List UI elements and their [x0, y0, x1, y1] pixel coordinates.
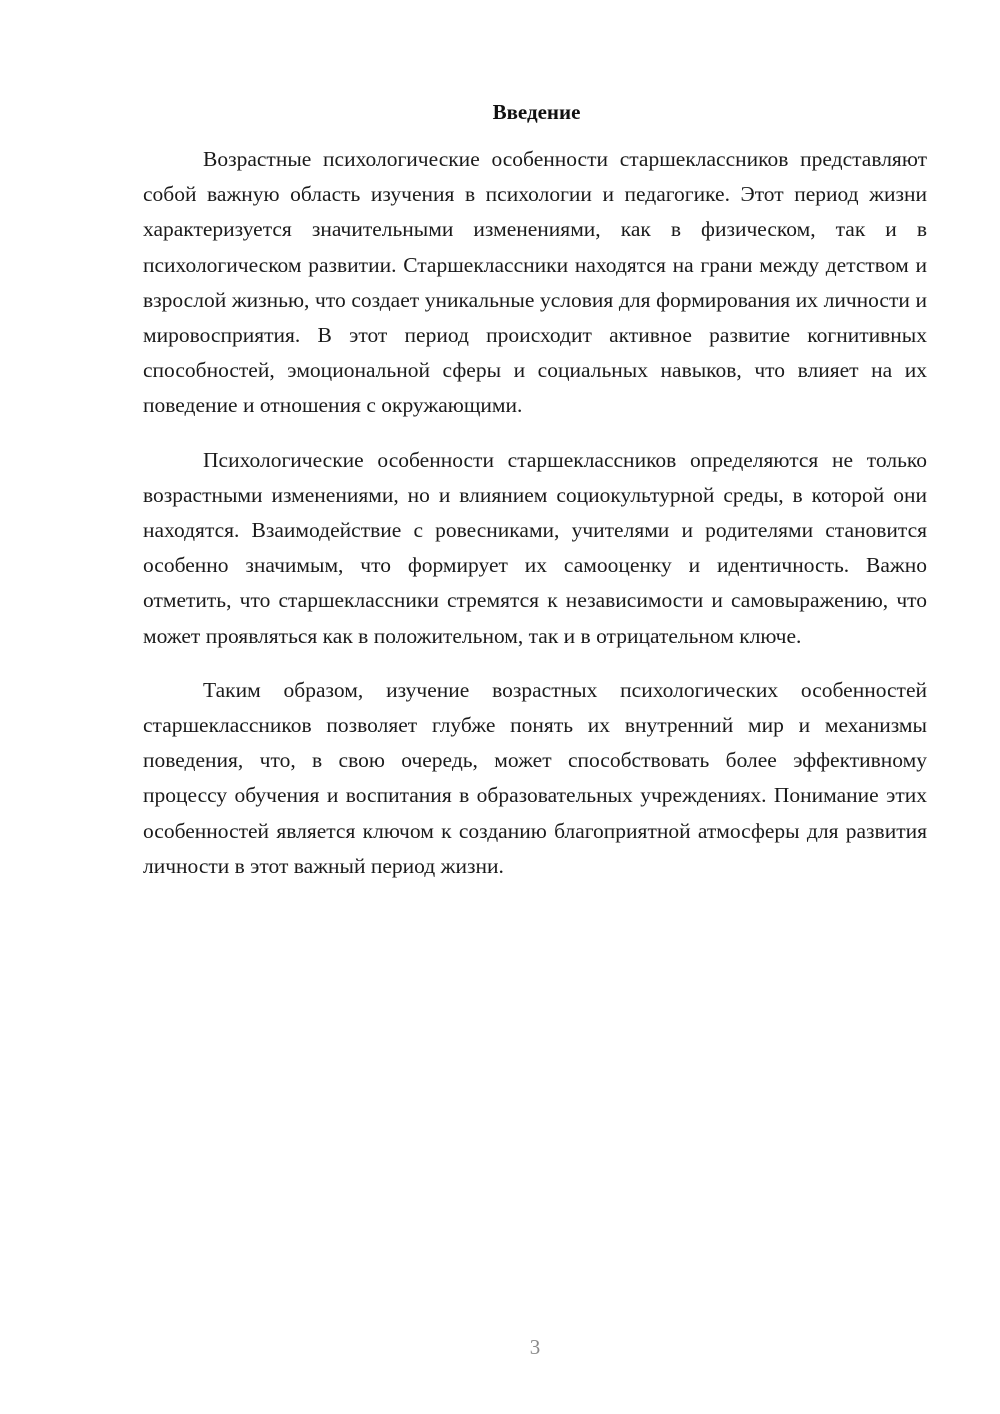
paragraph-3: Таким образом, изучение возрастных психологических особенностей старшеклассников позволяет глубже понять их внутренний мир и механизмы поведения, что, в свою очередь, может способствовать более эффективному процессу обучения и воспитания в образовательных учреждениях. Понимание этих особенностей является ключом к созданию благоприятной атмосферы для развития личности в этот важный период жизни.	[143, 677, 927, 878]
paragraph-2: Психологические особенности старшеклассников определяются не только возрастными изменениями, но и влиянием социокультурной среды, в которой они находятся. Взаимодействие с ровесниками, учителями и родителями становится особенно значимым, что формирует их самооценку и идентичность. Важно отметить, что старшеклассники стремятся к независимости и самовыражению, что может проявляться как в положительном, так и в отрицательном ключе.	[143, 447, 927, 648]
page-content	[143, 96, 927, 884]
page-number: 3	[529, 1335, 541, 1359]
section-title: Введение	[492, 100, 581, 124]
paragraph-1: Возрастные психологические особенности старшеклассников представляют собой важную область изучения в психологии и педагогике. Этот период жизни характеризуется значительными изменениями, как в физическом, так и в психологическом развитии. Старшеклассники находятся на грани между детством и взрослой жизнью, что создает уникальные условия для формирования их личности и мировосприятия. В этот период происходит активное развитие когнитивных способностей, эмоциональной сферы и социальных навыков, что влияет на их поведение и отношения с окружающими.	[143, 147, 927, 418]
